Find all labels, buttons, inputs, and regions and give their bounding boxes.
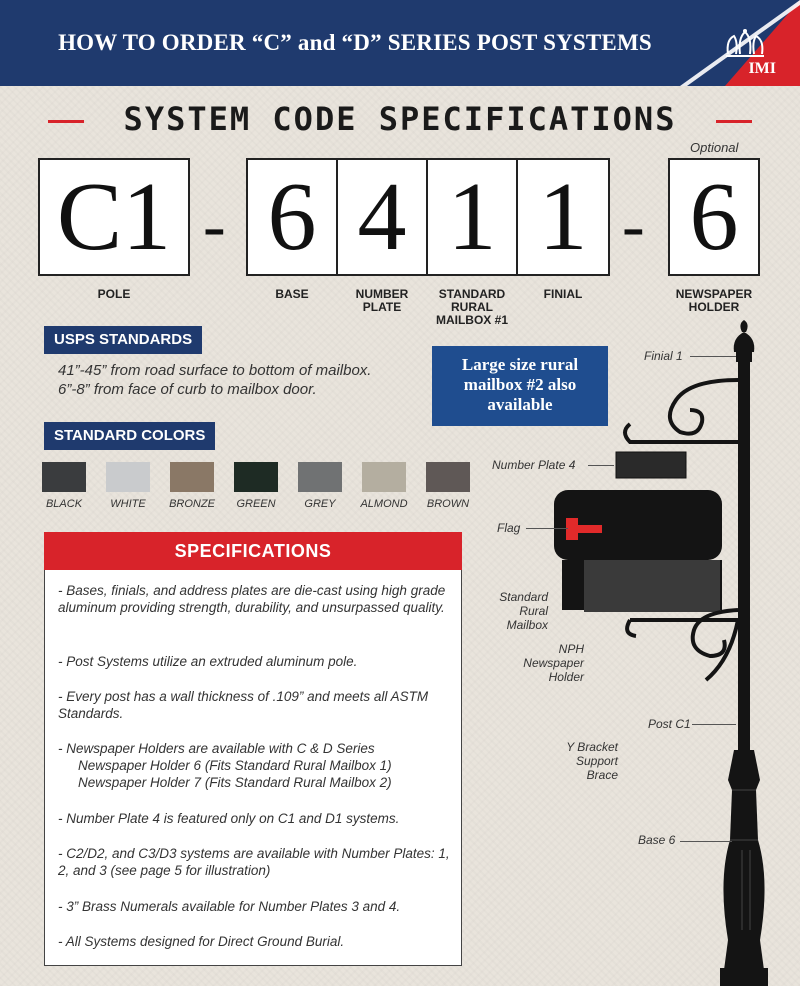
spec-item-newspaper: - Newspaper Holders are available with C & D Series [58, 741, 375, 756]
swatch-bronze [170, 462, 214, 492]
spec-item-wall: - Every post has a wall thickness of .109” and meets all ASTM Standards. [58, 689, 429, 721]
diagram-label-number-plate: Number Plate 4 [492, 458, 576, 472]
label-mailbox: STANDARD RURAL MAILBOX #1 [435, 287, 508, 327]
code-number-plate-value: 4 [357, 163, 407, 271]
swatch-black [42, 462, 86, 492]
swatch-label-brown: BROWN [426, 498, 470, 510]
code-mailbox-box [426, 158, 518, 276]
spec-item-pole: - Post Systems utilize an extruded aluminum pole. [58, 654, 358, 669]
swatch-label-black: BLACK [45, 498, 83, 510]
label-base: BASE [275, 287, 309, 301]
spec-item-brass: - 3” Brass Numerals available for Number Plates 3 and 4. [58, 899, 401, 914]
diagram-label-finial: Finial 1 [644, 349, 683, 363]
diagram-label-base: Base 6 [638, 833, 676, 847]
swatch-green [234, 462, 278, 492]
swatch-label-green: GREEN [236, 498, 276, 510]
label-number-plate: NUMBER PLATE [355, 287, 409, 314]
diagram-label-newspaper-holder: NPH Newspaper Holder [523, 642, 584, 684]
usps-line-2: 6”-8” from face of curb to mailbox door. [58, 381, 317, 398]
code-pole-box [38, 158, 190, 276]
swatch-white [106, 462, 150, 492]
crown-icon [722, 28, 768, 60]
logo-text: IMI [748, 60, 776, 77]
colors-tag: STANDARD COLORS [44, 422, 215, 450]
swatch-brown [426, 462, 470, 492]
leader-finial [690, 356, 736, 357]
swatch-label-white: WHITE [110, 498, 146, 510]
optional-label: Optional [690, 140, 739, 155]
code-base-value: 6 [267, 163, 317, 271]
spec-item-burial: - All Systems designed for Direct Ground Burial. [58, 934, 345, 949]
label-newspaper: NEWSPAPER HOLDER [675, 287, 753, 314]
code-dash-1: - [203, 187, 226, 263]
swatch-grey [298, 462, 342, 492]
swatch-almond [362, 462, 406, 492]
code-dash-2: - [622, 187, 645, 263]
spec-item-systems: - C2/D2, and C3/D3 systems are available with Number Plates: 1, 2, and 3 (see page 5 for illustration) [58, 846, 450, 878]
diagram-label-mailbox: Standard Rural Mailbox [499, 590, 548, 632]
diagram-label-post: Post C1 [648, 717, 691, 731]
label-pole: POLE [97, 287, 131, 301]
code-number-plate-box [336, 158, 428, 276]
code-newspaper-value: 6 [689, 163, 739, 271]
code-pole-value: C1 [56, 163, 172, 271]
code-newspaper-box [668, 158, 760, 276]
leader-post [692, 724, 736, 725]
usps-line-1: 41”-45” from road surface to bottom of mailbox. [58, 362, 372, 379]
specifications-title: SPECIFICATIONS [44, 532, 462, 570]
swatch-label-grey: GREY [304, 498, 336, 510]
spec-item-newspaper-6: Newspaper Holder 6 (Fits Standard Rural Mailbox 1) [78, 758, 392, 773]
code-finial-value: 1 [538, 163, 588, 271]
section-title: SYSTEM CODE SPECIFICATIONS [123, 100, 677, 138]
code-base-box [246, 158, 338, 276]
usps-tag: USPS STANDARDS [44, 326, 202, 354]
spec-item-number-plate: - Number Plate 4 is featured only on C1 and D1 systems. [58, 811, 400, 826]
diagram-label-bracket: Y Bracket Support Brace [566, 740, 618, 782]
swatch-label-almond: ALMOND [360, 498, 408, 510]
diagram-label-flag: Flag [497, 521, 521, 535]
leader-number-plate [588, 465, 614, 466]
label-finial: FINIAL [543, 287, 583, 301]
leader-flag [526, 528, 568, 529]
code-mailbox-value: 1 [447, 163, 497, 271]
code-finial-box [516, 158, 610, 276]
large-mailbox-callout: Large size rural mailbox #2 also available [432, 346, 608, 426]
leader-base [680, 841, 732, 842]
page-title: HOW TO ORDER “C” and “D” SERIES POST SYSTEMS [58, 30, 652, 55]
spec-item-newspaper-7: Newspaper Holder 7 (Fits Standard Rural Mailbox 2) [78, 775, 392, 790]
spec-item-castings: - Bases, finials, and address plates are die-cast using high grade aluminum providing strength, durability, and unsurpassed quality. [58, 583, 446, 615]
swatch-label-bronze: BRONZE [169, 498, 215, 510]
